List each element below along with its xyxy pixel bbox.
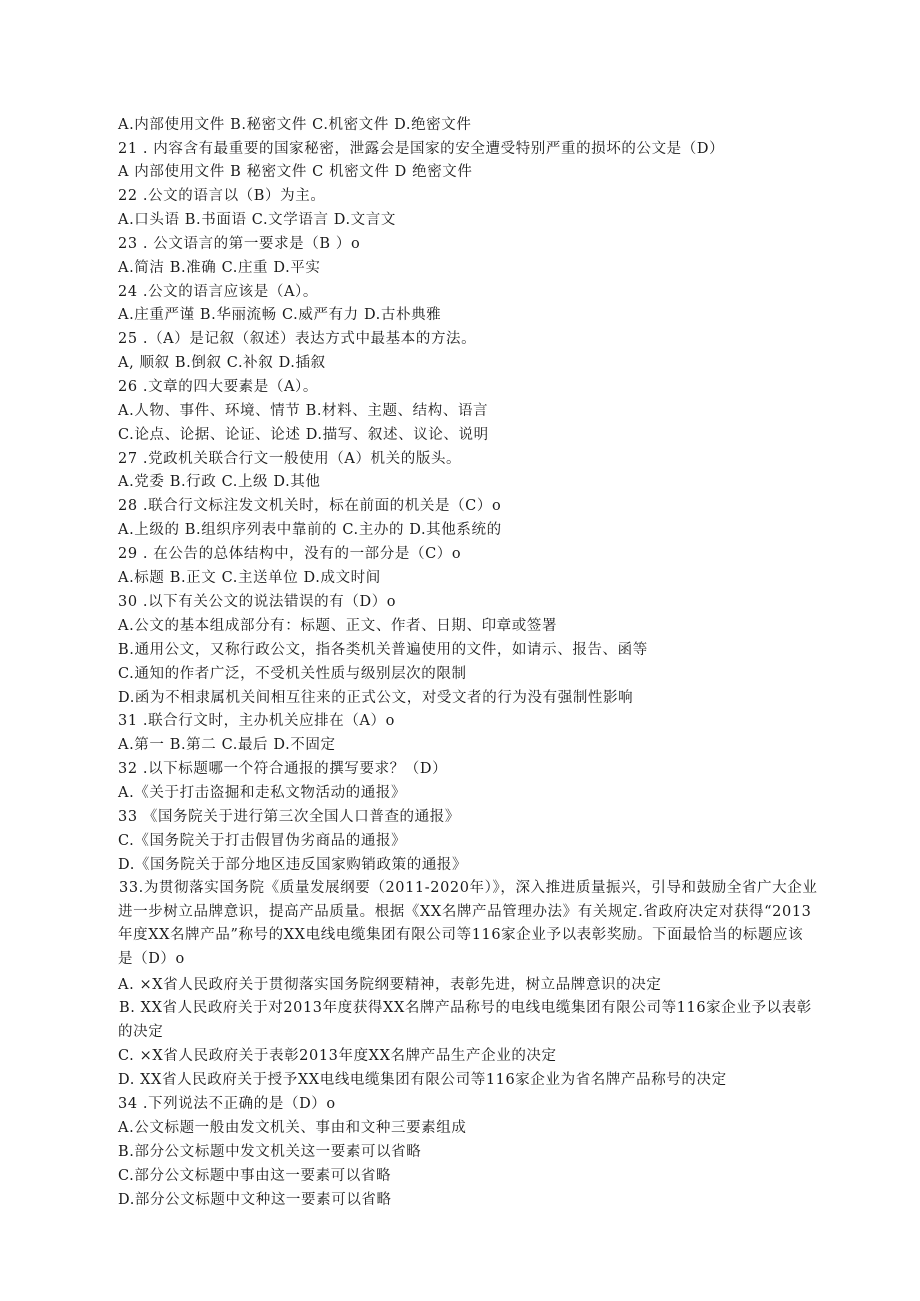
q33-option-d: D. XX省人民政府关于授予XX电线电缆集团有限公司等116家企业为省名牌产品称号的决定 <box>118 1072 727 1088</box>
text-line: A.庄重严谨 B.华丽流畅 C.威严有力 D.古朴典雅 <box>118 307 442 323</box>
question-29: 29 . 在公告的总体结构中，没有的一部分是（C）o <box>118 546 462 562</box>
question-34: 34 .下列说法不正确的是（D）o <box>118 1096 336 1112</box>
q33-option-b: B. XX省人民政府关于对2013年度获得XX名牌产品称号的电线电缆集团有限公司等116家企业予以表彰的决定 <box>118 1000 812 1040</box>
q33-option-a: A. ×X省人民政府关于贯彻落实国务院纲要精神，表彰先进，树立品牌意识的决定 <box>118 977 662 993</box>
text-line: D.函为不相隶属机关间相互往来的正式公文，对受文者的行为没有强制性影响 <box>118 690 634 706</box>
text-line: C.部分公文标题中事由这一要素可以省略 <box>118 1168 392 1184</box>
text-line: A.公文标题一般由发文机关、事由和文种三要素组成 <box>118 1120 467 1136</box>
text-line: A.口头语 B.书面语 C.文学语言 D.文言文 <box>118 212 396 228</box>
text-line: D.《国务院关于部分地区违反国家购销政策的通报》 <box>118 857 468 873</box>
q33-option-c: C. ×X省人民政府关于表彰2013年度XX名牌产品生产企业的决定 <box>118 1048 557 1064</box>
question-30: 30 .以下有关公文的说法错误的有（D）o <box>118 594 397 610</box>
text-line: A, 顺叙 B.倒叙 C.补叙 D.插叙 <box>118 355 326 371</box>
question-23: 23 . 公文语言的第一要求是（B ）o <box>118 236 361 252</box>
question-27: 27 .党政机关联合行文一般使用（A）机关的版头。 <box>118 451 462 467</box>
text-line: C.论点、论据、论证、论述 D.描写、叙述、议论、说明 <box>118 427 489 443</box>
text-line: A.《关于打击盗掘和走私文物活动的通报》 <box>118 785 407 801</box>
question-33-paragraph: 33.为贯彻落实国务院《质量发展纲要（2011-2020年）》，深入推进质量振兴，引导和鼓励全省广大企业进一步树立品牌意识，提高产品质量。根据《XX名牌产品管理办法》有关规定.省政府决定对获得“2013年度XX名牌产品”称号的XX电线电缆集团有限公司等116家企业予以表彰奖励。下面最恰当的标题应该是（D）o <box>118 880 818 967</box>
text-line: A.内部使用文件 B.秘密文件 C.机密文件 D.绝密文件 <box>118 117 472 133</box>
text-line: 33 《国务院关于进行第三次全国人口普查的通报》 <box>118 809 460 825</box>
text-line: A.人物、事件、环境、情节 B.材料、主题、结构、语言 <box>118 403 489 419</box>
text-line: A.公文的基本组成部分有：标题、正文、作者、日期、印章或签署 <box>118 618 558 634</box>
text-line: A.第一 B.第二 C.最后 D.不固定 <box>118 737 336 753</box>
question-25: 25 .（A）是记叙（叙述）表达方式中最基本的方法。 <box>118 331 477 347</box>
text-line: C.《国务院关于打击假冒伪劣商品的通报》 <box>118 833 407 849</box>
text-line: A.党委 B.行政 C.上级 D.其他 <box>118 474 321 490</box>
question-26: 26 .文章的四大要素是（A）。 <box>118 379 318 395</box>
text-line: B.通用公文，又称行政公文，指各类机关普遍使用的文件，如请示、报告、函等 <box>118 642 648 658</box>
question-28: 28 .联合行文标注发文机关时，标在前面的机关是（C）o <box>118 498 502 514</box>
question-21: 21 . 内容含有最重要的国家秘密，泄露会是国家的安全遭受特别严重的损坏的公文是（D） <box>118 141 725 157</box>
question-32: 32 .以下标题哪一个符合通报的撰写要求？（D） <box>118 761 448 777</box>
text-line: A.上级的 B.组织序列表中靠前的 C.主办的 D.其他系统的 <box>118 522 502 538</box>
question-31: 31 .联合行文时，主办机关应排在（A）o <box>118 713 395 729</box>
text-line: C.通知的作者广泛，不受机关性质与级别层次的限制 <box>118 666 467 682</box>
text-line: D.部分公文标题中文种这一要素可以省略 <box>118 1192 392 1208</box>
text-line: A.简洁 B.准确 C.庄重 D.平实 <box>118 260 321 276</box>
text-line: A 内部使用文件 B 秘密文件 C 机密文件 D 绝密文件 <box>118 164 473 180</box>
text-line: B.部分公文标题中发文机关这一要素可以省略 <box>118 1144 422 1160</box>
question-24: 24 .公文的语言应该是（A）。 <box>118 284 318 300</box>
question-22: 22 .公文的语言以（B）为主。 <box>118 188 326 204</box>
text-line: A.标题 B.正文 C.主送单位 D.成文时间 <box>118 570 381 586</box>
